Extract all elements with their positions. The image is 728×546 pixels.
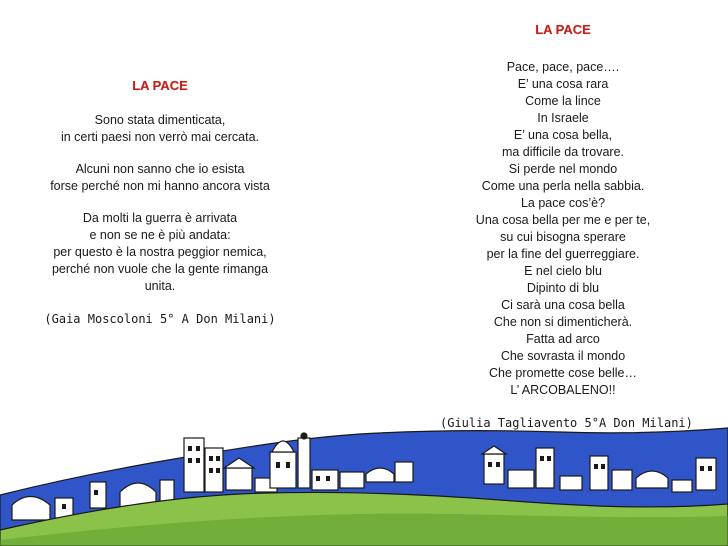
house (160, 480, 174, 502)
poem-line: Come una perla nella sabbia. (481, 179, 645, 193)
poem-line: Alcuni non sanno che io esista (75, 162, 245, 176)
tower (205, 448, 223, 492)
poem-line: in certi paesi non verrò mai cercata. (60, 130, 259, 144)
poem-line: L’ ARCOBALENO!! (510, 383, 616, 397)
poem-line: Che promette cose belle… (489, 366, 637, 380)
poem-line: su cui bisogna sperare (500, 230, 626, 244)
poem-line: Una cosa bella per me e per te, (475, 213, 651, 227)
right-poem-author: (Giulia Tagliavento 5°A Don Milani) (440, 416, 693, 430)
poem-line: Dipinto di blu (526, 281, 600, 295)
house (395, 462, 413, 482)
poem-line: E nel cielo blu (524, 264, 602, 278)
tower-top (301, 433, 307, 439)
poem-line: ma difficile da trovare. (501, 145, 625, 159)
right-poem-title: LA PACE (535, 22, 591, 37)
poem-line: Fatta ad arco (526, 332, 600, 346)
poem-line: per la fine del guerreggiare. (486, 247, 640, 261)
tower (270, 452, 296, 488)
house (484, 454, 504, 484)
poem-line: Pace, pace, pace…. (506, 60, 620, 74)
poem-line: Ci sarà una cosa bella (501, 298, 625, 312)
tower (590, 456, 608, 490)
tower (536, 448, 554, 488)
tower (184, 438, 204, 492)
poem-line: perché non vuole che la gente rimanga (51, 262, 269, 276)
poem-line: per questo è la nostra peggior nemica, (53, 245, 267, 259)
poem-line: forse perché non mi hanno ancora vista (50, 179, 270, 193)
poem-line: La pace cos’è? (520, 196, 606, 210)
poem-line: Che sovrasta il mondo (500, 349, 626, 363)
poem-line: Da molti la guerra è arrivata (82, 211, 238, 225)
left-poem-title: LA PACE (132, 78, 188, 93)
poem-line: E’ una cosa rara (517, 77, 609, 91)
house (340, 472, 364, 488)
poem-line: Che non si dimenticherà. (493, 315, 633, 329)
poem-line: E’ una cosa bella, (513, 128, 613, 142)
tower (696, 458, 716, 490)
poem-line: Sono stata dimenticata, (94, 113, 226, 127)
poem-line: Si perde nel mondo (508, 162, 618, 176)
left-poem-author: (Gaia Moscoloni 5° A Don Milani) (44, 312, 276, 326)
house (612, 470, 632, 490)
poem-line: In Israele (537, 111, 589, 125)
house (672, 480, 692, 492)
poem-line: Come la lince (525, 94, 601, 108)
poem-line: unita. (144, 279, 176, 293)
tower (298, 438, 310, 488)
house (560, 476, 582, 490)
poem-line: e non se ne è più andata: (89, 228, 231, 242)
house (312, 470, 338, 490)
house (508, 470, 534, 488)
house (226, 468, 252, 490)
